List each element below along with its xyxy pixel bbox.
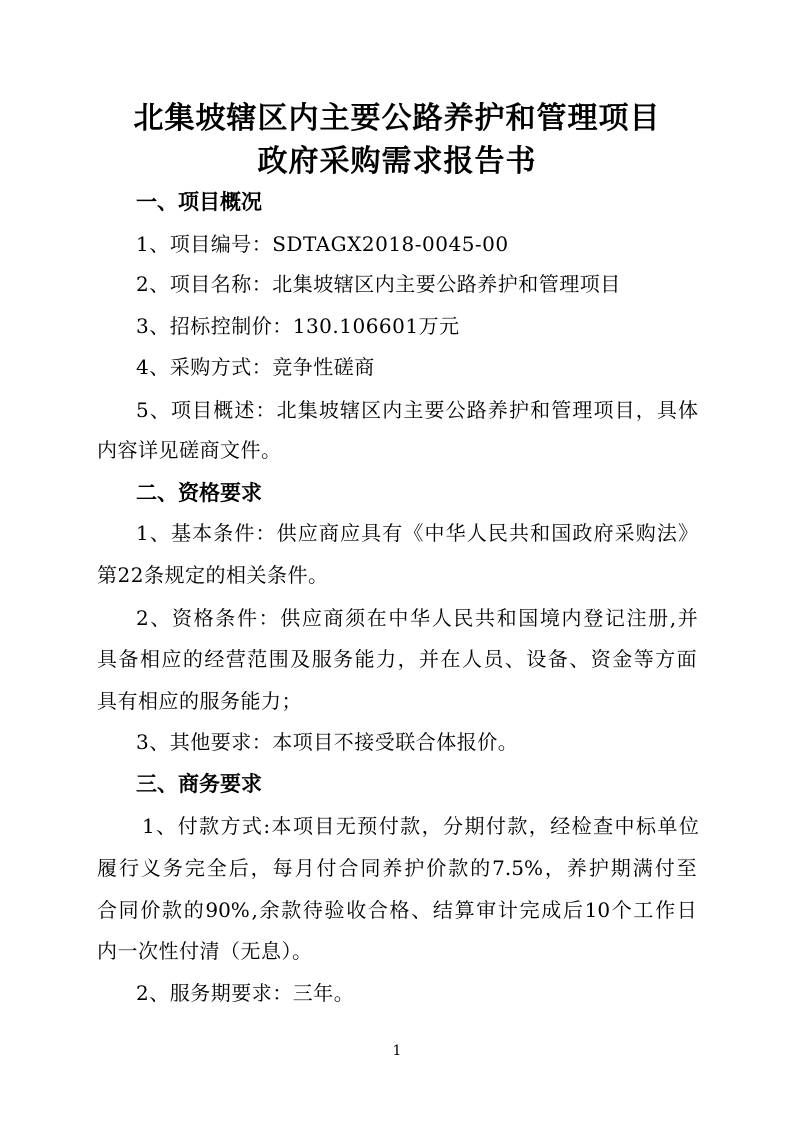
document-title-line-1: 北集坡辖区内主要公路养护和管理项目 — [133, 101, 661, 136]
section-heading-overview: 一、项目概况 — [136, 190, 262, 214]
payment-terms-line-1: 1 、 付 款 方 式 : 本 项 目 无 预 付 款 ， 分 期 付 款 ， 经 检 查 中 标 单 位 — [142, 814, 699, 838]
project-number: 1、项目编号：SDTAGX2018-0045-00 — [136, 232, 509, 256]
qualification-conditions-line-1: 2 、 资 格 条 件 ： 供 应 商 须 在 中 华 人 民 共 和 国 境 内 登 记 注 册 , 并 — [136, 606, 698, 630]
procurement-method: 4、采购方式：竞争性磋商 — [136, 355, 375, 379]
project-summary-line-1: 5 、 项 目 概 述 ： 北 集 坡 辖 区 内 主 要 公 路 养 护 和 管 理 项 目 ， 具 体 — [136, 398, 698, 422]
tender-control-price: 3、招标控制价：130.106601万元 — [136, 314, 460, 338]
payment-terms-line-4: 内一次性付清（无息）。 — [97, 939, 313, 963]
payment-terms-line-3: 合 同 价 款 的 90% , 余 款 待 验 收 合 格 、 结 算 审 计 完 成 后 10 个 工 作 日 — [97, 898, 697, 922]
service-period: 2、服务期要求：三年。 — [136, 981, 355, 1005]
page-number: 1 — [392, 1043, 402, 1059]
basic-conditions-line-2: 第22条规定的相关条件。 — [97, 563, 329, 587]
payment-terms-line-2: 履 行 义 务 完 全 后 ， 每 月 付 合 同 养 护 价 款 的 7.5% ， 养 护 期 满 付 至 — [97, 856, 697, 880]
project-name: 2、项目名称：北集坡辖区内主要公路养护和管理项目 — [136, 272, 621, 296]
qualification-conditions-line-2: 具 备 相 应 的 经 营 范 围 及 服 务 能 力 ， 并 在 人 员 、 设 备 、 资 金 等 方 面 — [97, 647, 697, 671]
qualification-conditions-line-3: 具有相应的服务能力； — [97, 689, 302, 713]
document-title-line-2: 政府采购需求报告书 — [257, 144, 537, 179]
basic-conditions-line-1: 1 、 基 本 条 件 ： 供 应 商 应 具 有 《 中 华 人 民 共 和 国 政 府 采 购 法 》 — [136, 521, 698, 545]
section-heading-commercial: 三、商务要求 — [136, 772, 262, 796]
other-requirements: 3、其他要求：本项目不接受联合体报价。 — [136, 730, 519, 754]
section-heading-qualification: 二、资格要求 — [136, 481, 262, 505]
project-summary-line-2: 内容详见磋商文件。 — [97, 438, 282, 462]
